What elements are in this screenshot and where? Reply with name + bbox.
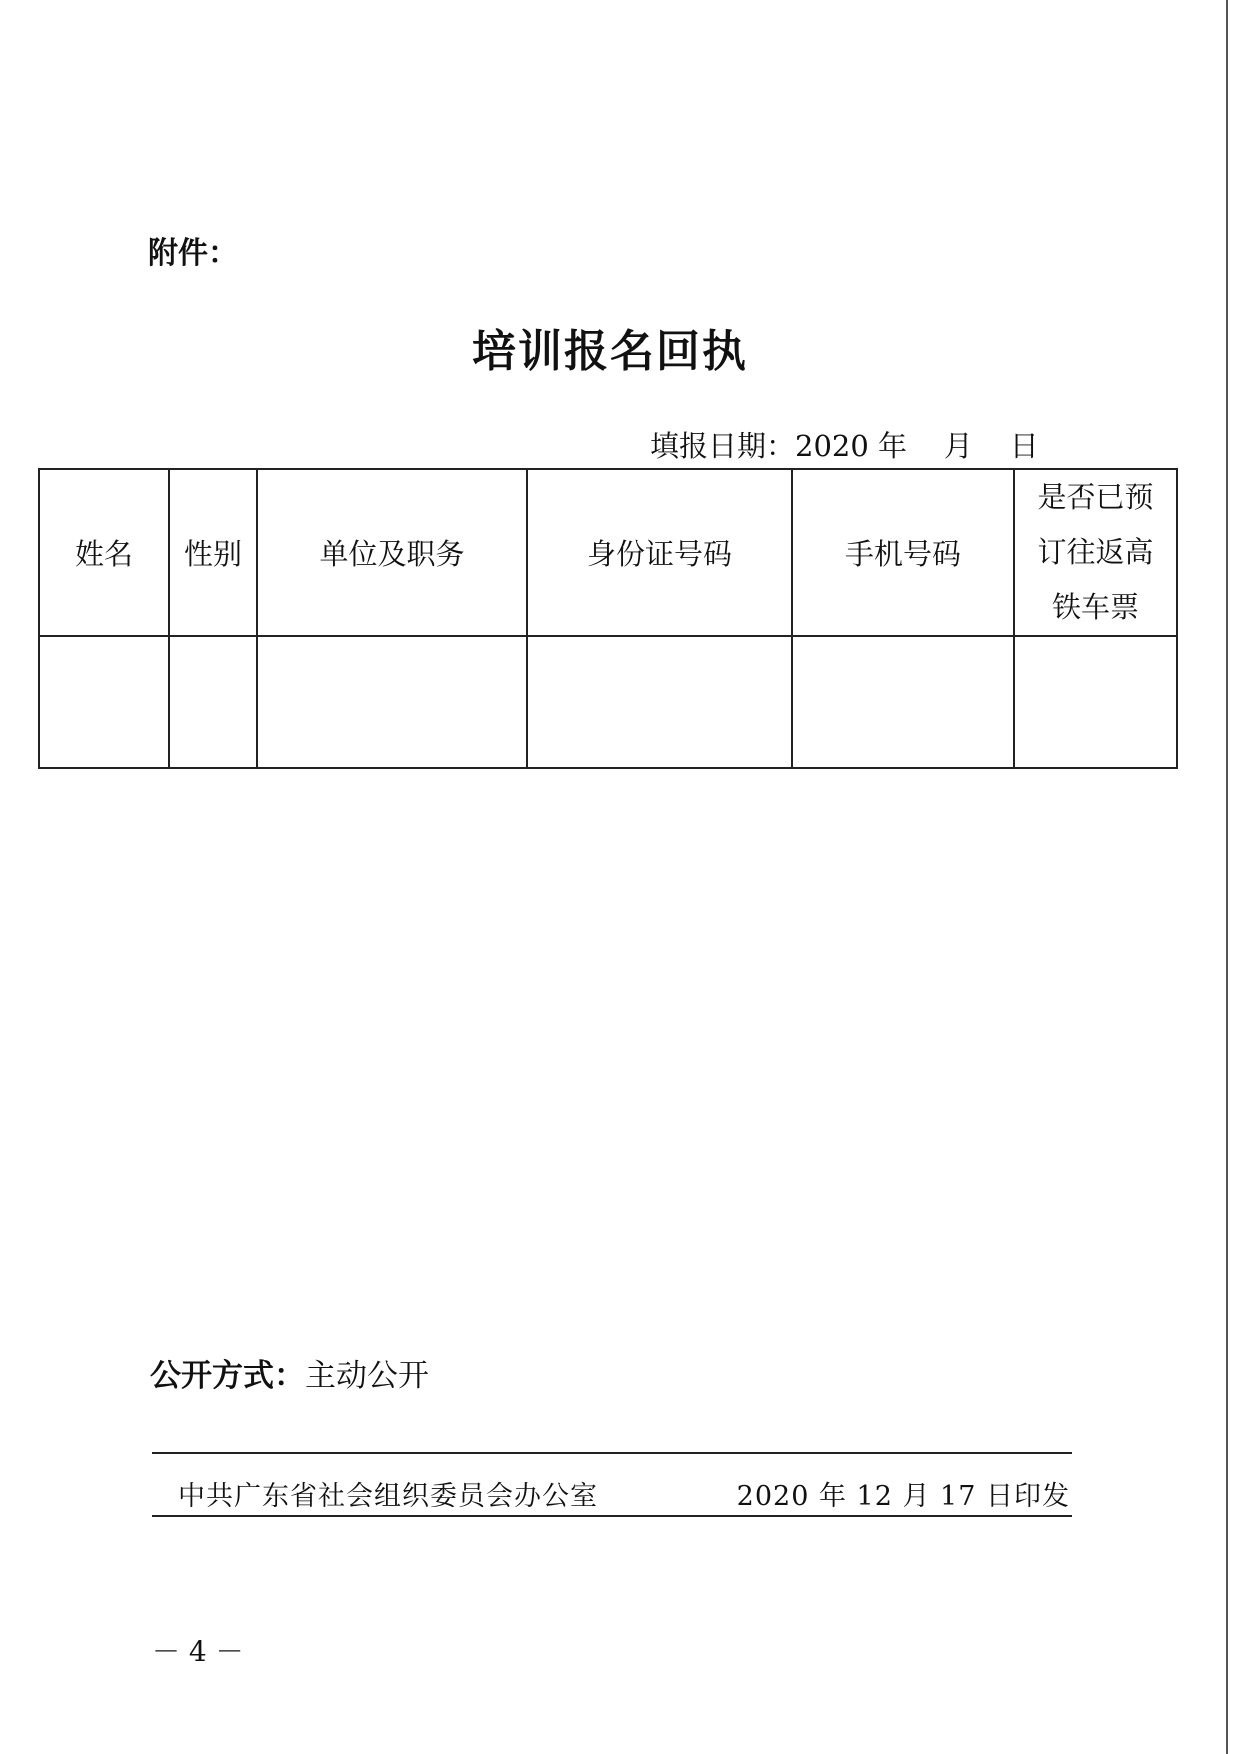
cell-name[interactable] [39, 636, 169, 768]
document-title: 培训报名回执 [472, 326, 748, 377]
fill-date: 填报日期：2020 年 月 日 [650, 429, 1039, 463]
header-name: 姓名 [39, 469, 169, 636]
cell-phone[interactable] [792, 636, 1014, 768]
registration-table [38, 468, 1178, 769]
header-phone: 手机号码 [792, 469, 1014, 636]
header-train-ticket-line-3: 铁车票 [1051, 590, 1139, 624]
disclosure-line [150, 1350, 429, 1395]
header-train-ticket-line-2: 订往返高 [1037, 535, 1154, 569]
footer-bottom-rule [152, 1515, 1072, 1517]
footer-top-rule [152, 1452, 1072, 1454]
header-id-number: 身份证号码 [527, 469, 792, 636]
table-header-row [39, 469, 1177, 636]
header-unit-position: 单位及职务 [257, 469, 527, 636]
page-edge-line [1226, 0, 1228, 1754]
print-date: 2020 年 12 月 17 日印发 [736, 1481, 1070, 1512]
cell-gender[interactable] [169, 636, 257, 768]
header-gender: 性别 [169, 469, 257, 636]
disclosure-label: 公开方式： [150, 1358, 305, 1394]
table-row [39, 636, 1177, 768]
cell-id-number[interactable] [527, 636, 792, 768]
cell-unit-position[interactable] [257, 636, 527, 768]
header-train-ticket [1014, 469, 1177, 636]
page-number: － 4 － [152, 1635, 244, 1668]
cell-train-ticket[interactable] [1014, 636, 1177, 768]
issuer: 中共广东省社会组织委员会办公室 [178, 1481, 598, 1512]
header-train-ticket-line-1: 是否已预 [1037, 480, 1154, 514]
attachment-label: 附件： [148, 236, 238, 271]
disclosure-value: 主动公开 [305, 1358, 429, 1394]
